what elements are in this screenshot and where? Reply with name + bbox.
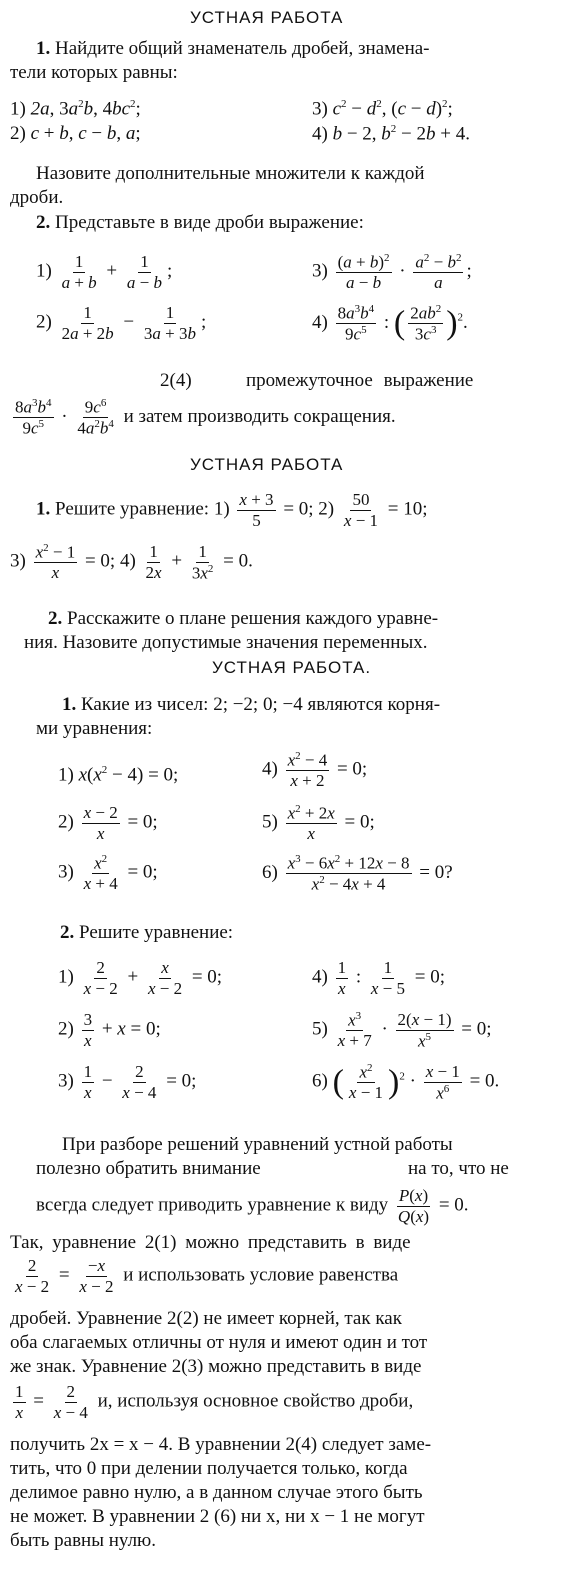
closing-line-3: всегда следует приводить уравнение к виду $\frac{P(x)}{Q(x)}$ = 0. (36, 1186, 469, 1226)
expr-1: 1) $\frac{1}{a + b}$ + $\frac{1}{a - b}$ ; (36, 252, 173, 292)
option-1: 1) 2a, $3a^2b$, $4bc^2$; (10, 98, 141, 120)
eq-4: 4) $\frac{x^2 - 4}{x + 2}$ = 0; (262, 750, 368, 791)
option-4: 4) b − 2, $b^2 - 2b + 4$. (312, 123, 470, 145)
names-line1: Назовите дополнительные множители к каждой (36, 163, 425, 184)
closing-line-2a: полезно обратить внимание (36, 1158, 261, 1179)
solve-6: 6) ( $\frac{x^2}{x - 1}$ )$^2$ · $\frac{x - 1}{x^6}$ = 0. (312, 1062, 500, 1103)
section-2-title: УСТНАЯ РАБОТА (190, 455, 344, 474)
closing-line-13: не может. В уравнении 2 (6) ни x, ни x − 1 не могут (10, 1506, 425, 1527)
closing-line-8: же знак. Уравнение 2(3) можно представить в виде (10, 1356, 422, 1377)
section-3-title: УСТНАЯ РАБОТА. (212, 658, 372, 677)
sec2-task-1: 1. Решите уравнение: 1) $\frac{x + 3}{5}$ = 0; 2) $\frac{50}{x - 1}$ = 10; (36, 490, 428, 530)
section-1-title: УСТНАЯ РАБОТА (190, 8, 344, 27)
solve-2: 2) $\frac{3}{x}$ + x = 0; (58, 1010, 161, 1050)
closing-line-4: Так, уравнение 2(1) можно представить в виде (10, 1232, 411, 1253)
names-line2: дроби. (10, 187, 64, 208)
sec2-task-2-line2: ния. Назовите допустимые значения переменных. (24, 632, 428, 653)
sec2-task-2-line1: 2. Расскажите о плане решения каждого уравне- (48, 608, 439, 629)
hint-number: 2(4) (160, 370, 192, 391)
closing-line-5: $\frac{2}{x - 2}$ = $\frac{-x}{x - 2}$ и использовать условие равенства (15, 1256, 399, 1296)
hint-expression: $\frac{8a^3b^4}{9c^5}$ · $\frac{9c^6}{4a^2b^4}$ и затем производить сокращения. (15, 397, 396, 438)
eq-3: 3) $\frac{x^2}{x + 4}$ = 0; (58, 853, 158, 894)
eq-5: 5) $\frac{x^2 + 2x}{x}$ = 0; (262, 803, 375, 844)
hint-text: промежуточное выражение (246, 370, 474, 391)
hint-tail: и затем производить сокращения. (123, 406, 396, 428)
closing-line-9: $\frac{1}{x}$ = $\frac{2}{x - 4}$ и, используя основное свойство дроби, (15, 1382, 414, 1422)
solve-4: 4) $\frac{1}{x}$ : $\frac{1}{x - 5}$ = 0; (312, 958, 445, 998)
option-2: 2) c + b, c − b, a; (10, 123, 141, 144)
expr-4: 4) $\frac{8a^3b^4}{9c^5}$ : ( $\frac{2ab^2}{3c^3}$ )$^2$. (312, 303, 468, 344)
solve-3: 3) $\frac{1}{x}$ − $\frac{2}{x - 4}$ = 0; (58, 1062, 197, 1102)
solve-1: 1) $\frac{2}{x - 2}$ + $\frac{x}{x - 2}$ = 0; (58, 958, 223, 998)
eq-2: 2) $\frac{x - 2}{x}$ = 0; (58, 803, 158, 843)
closing-line-1: При разборе решений уравнений устной работы (62, 1134, 453, 1155)
closing-line-2b: на то, что не (408, 1158, 509, 1179)
closing-line-14: быть равны нулю. (10, 1530, 156, 1551)
closing-line-11: тить, что 0 при делении получается только, когда (10, 1458, 408, 1479)
sec3-task-1-line1: 1. Какие из чисел: 2; −2; 0; −4 являются корня- (62, 694, 441, 715)
task-1-line2: тели которых равны: (10, 62, 178, 83)
eq-6: 6) $\frac{x^3 - 6x^2 + 12x - 8}{x^2 - 4x + 4}$ = 0? (262, 853, 453, 894)
sec2-task-1-cont: 3) $\frac{x^2 - 1}{x}$ = 0; 4) $\frac{1}{2x}$ + $\frac{1}{3x^2}$ = 0. (10, 542, 253, 583)
closing-line-7: оба слагаемых отличны от нуля и имеют один и тот (10, 1332, 428, 1353)
eq-1: 1) $x(x^2 - 4) = 0$; (58, 764, 179, 786)
expr-3: 3) $\frac{(a + b)^2}{a - b}$ · $\frac{a^2 - b^2}{a}$ ; (312, 252, 472, 293)
sec3-task-2-line: 2. Решите уравнение: (60, 922, 234, 943)
option-3: 3) $c^2 - d^2$, $(c - d)^2$; (312, 98, 453, 120)
expr-2: 2) $\frac{1}{2a + 2b}$ − $\frac{1}{3a + 3b}$ ; (36, 303, 207, 343)
solve-5: 5) $\frac{x^3}{x + 7}$ · $\frac{2(x - 1)}{x^5}$ = 0; (312, 1010, 492, 1051)
closing-line-6: дробей. Уравнение 2(2) не имеет корней, так как (10, 1308, 402, 1329)
sec3-task-1-line2: ми уравнения: (36, 718, 153, 739)
task-1-line1: 1. Найдите общий знаменатель дробей, знамена- (36, 38, 430, 59)
closing-line-10: получить 2x = x − 4. В уравнении 2(4) следует заме- (10, 1434, 432, 1455)
task-2-line: 2. Представьте в виде дроби выражение: (36, 212, 364, 233)
closing-line-12: делимое равно нулю, а в данном случае этого быть (10, 1482, 423, 1503)
